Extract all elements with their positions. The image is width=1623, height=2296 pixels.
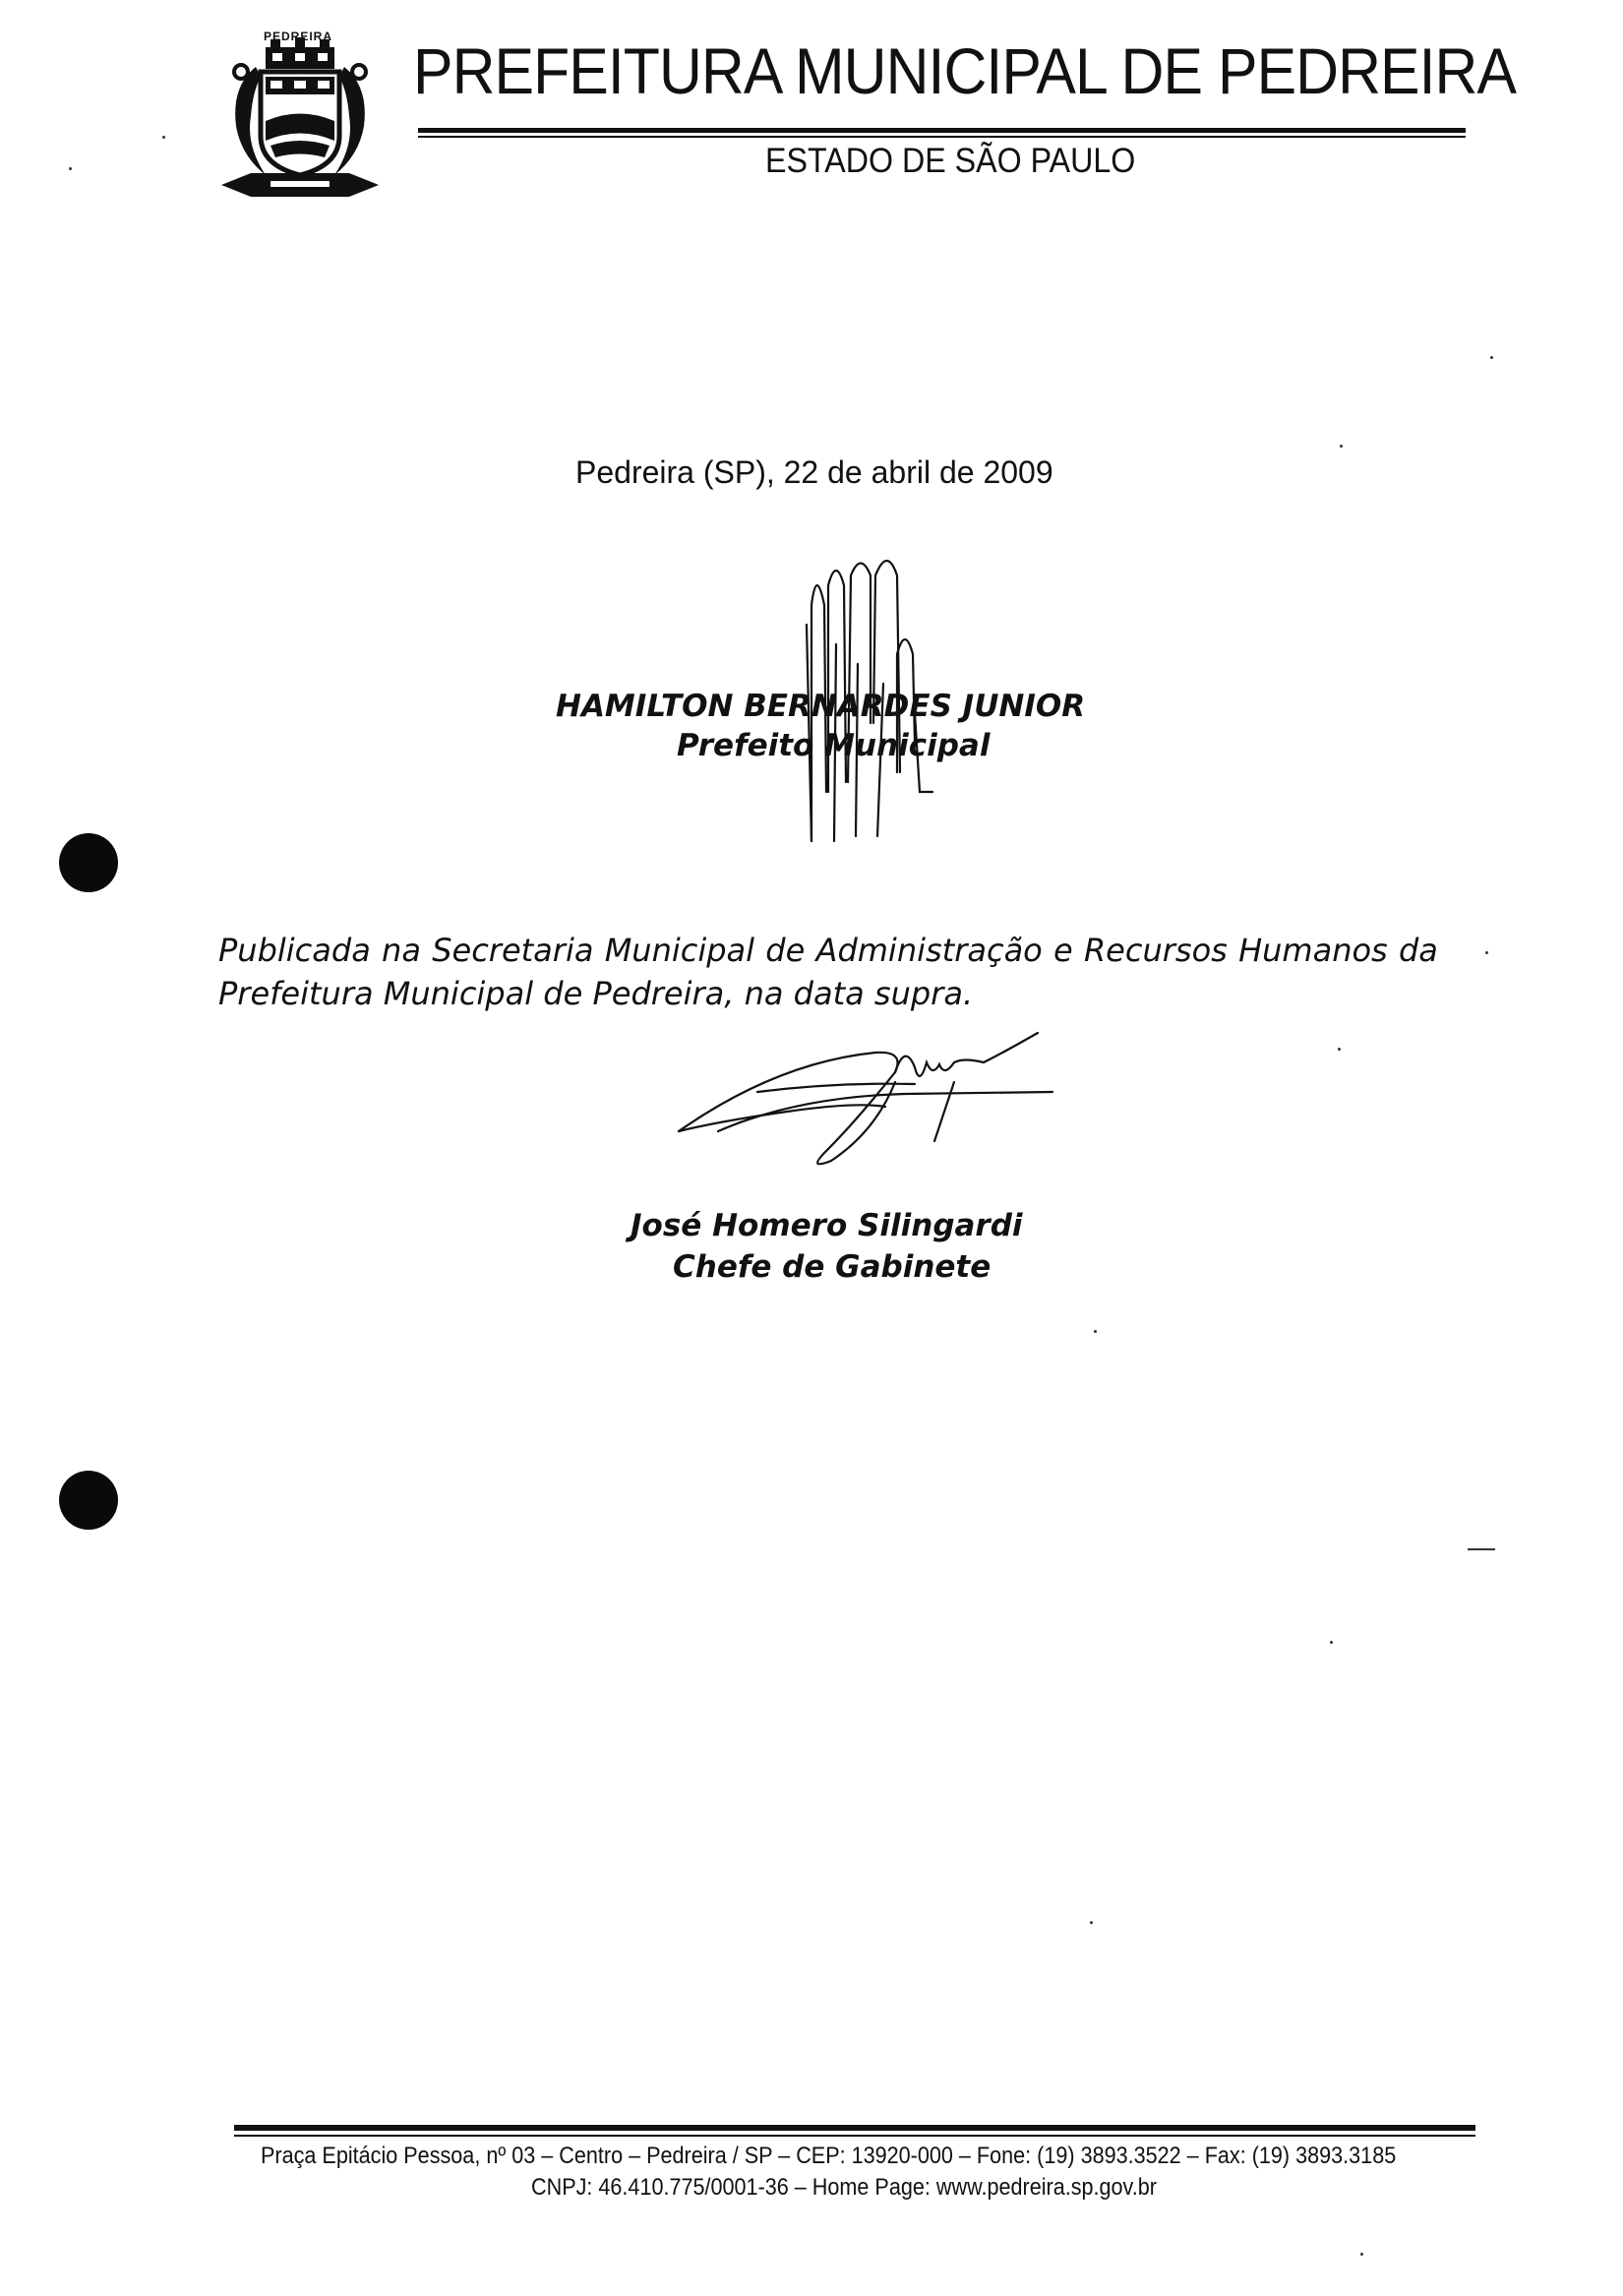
header-rule — [418, 128, 1466, 133]
pub-word: Recursos — [1083, 932, 1228, 969]
scan-speck — [1468, 1548, 1495, 1550]
signatory-name: José Homero Silingardi — [631, 1208, 1023, 1243]
signatory-title: Prefeito Municipal — [677, 728, 991, 763]
pub-word: e — [1053, 932, 1073, 969]
scan-speck — [1360, 2253, 1363, 2256]
footer-address: Praça Epitácio Pessoa, nº 03 – Centro – Pedreira / SP – CEP: 13920-000 – Fone: (19) 3893.3522 – Fax: (19) 3893.3185 — [261, 2143, 1397, 2169]
pub-word: Publicada — [218, 932, 371, 969]
pub-word: da — [1398, 932, 1438, 969]
footer-cnpj: CNPJ: 46.410.775/0001-36 – Home Page: www.pedreira.sp.gov.br — [531, 2174, 1157, 2201]
signatory-title: Chefe de Gabinete — [673, 1249, 992, 1285]
signatory-name: HAMILTON BERNARDES JUNIOR — [556, 689, 1086, 724]
scan-speck — [1338, 1048, 1341, 1051]
punch-hole — [59, 1471, 118, 1530]
footer-rule-thin — [234, 2135, 1475, 2137]
scan-speck — [1330, 1641, 1333, 1644]
letterhead-title: PREFEITURA MUNICIPAL DE PEDREIRA — [413, 34, 1517, 107]
letterhead-subtitle: ESTADO DE SÃO PAULO — [765, 142, 1136, 180]
pub-word: Municipal — [604, 932, 755, 969]
pub-word: na — [382, 932, 421, 969]
publication-note — [218, 929, 1438, 1015]
pub-word: Administração — [815, 932, 1043, 969]
scan-speck — [1490, 356, 1493, 359]
header-rule-thin — [418, 136, 1466, 138]
punch-hole — [59, 833, 118, 892]
publication-note-line-1 — [218, 929, 1438, 972]
pub-word: de — [765, 932, 806, 969]
footer-rule — [234, 2125, 1475, 2131]
scan-speck — [1094, 1330, 1097, 1333]
publication-note-line-2: Prefeitura Municipal de Pedreira, na data supra. — [218, 975, 974, 1012]
scan-speck — [162, 136, 165, 139]
coat-of-arms-icon — [211, 28, 389, 205]
handwritten-signature-chief-of-staff — [659, 1023, 1072, 1180]
scan-speck — [1090, 1921, 1093, 1924]
scan-speck — [1340, 445, 1343, 448]
document-date: Pedreira (SP), 22 de abril de 2009 — [575, 454, 1053, 490]
scan-speck — [1485, 951, 1488, 954]
pub-word: Humanos — [1238, 932, 1388, 969]
scan-speck — [69, 167, 72, 170]
crest-label: PEDREIRA — [264, 30, 333, 43]
pub-word: Secretaria — [432, 932, 594, 969]
